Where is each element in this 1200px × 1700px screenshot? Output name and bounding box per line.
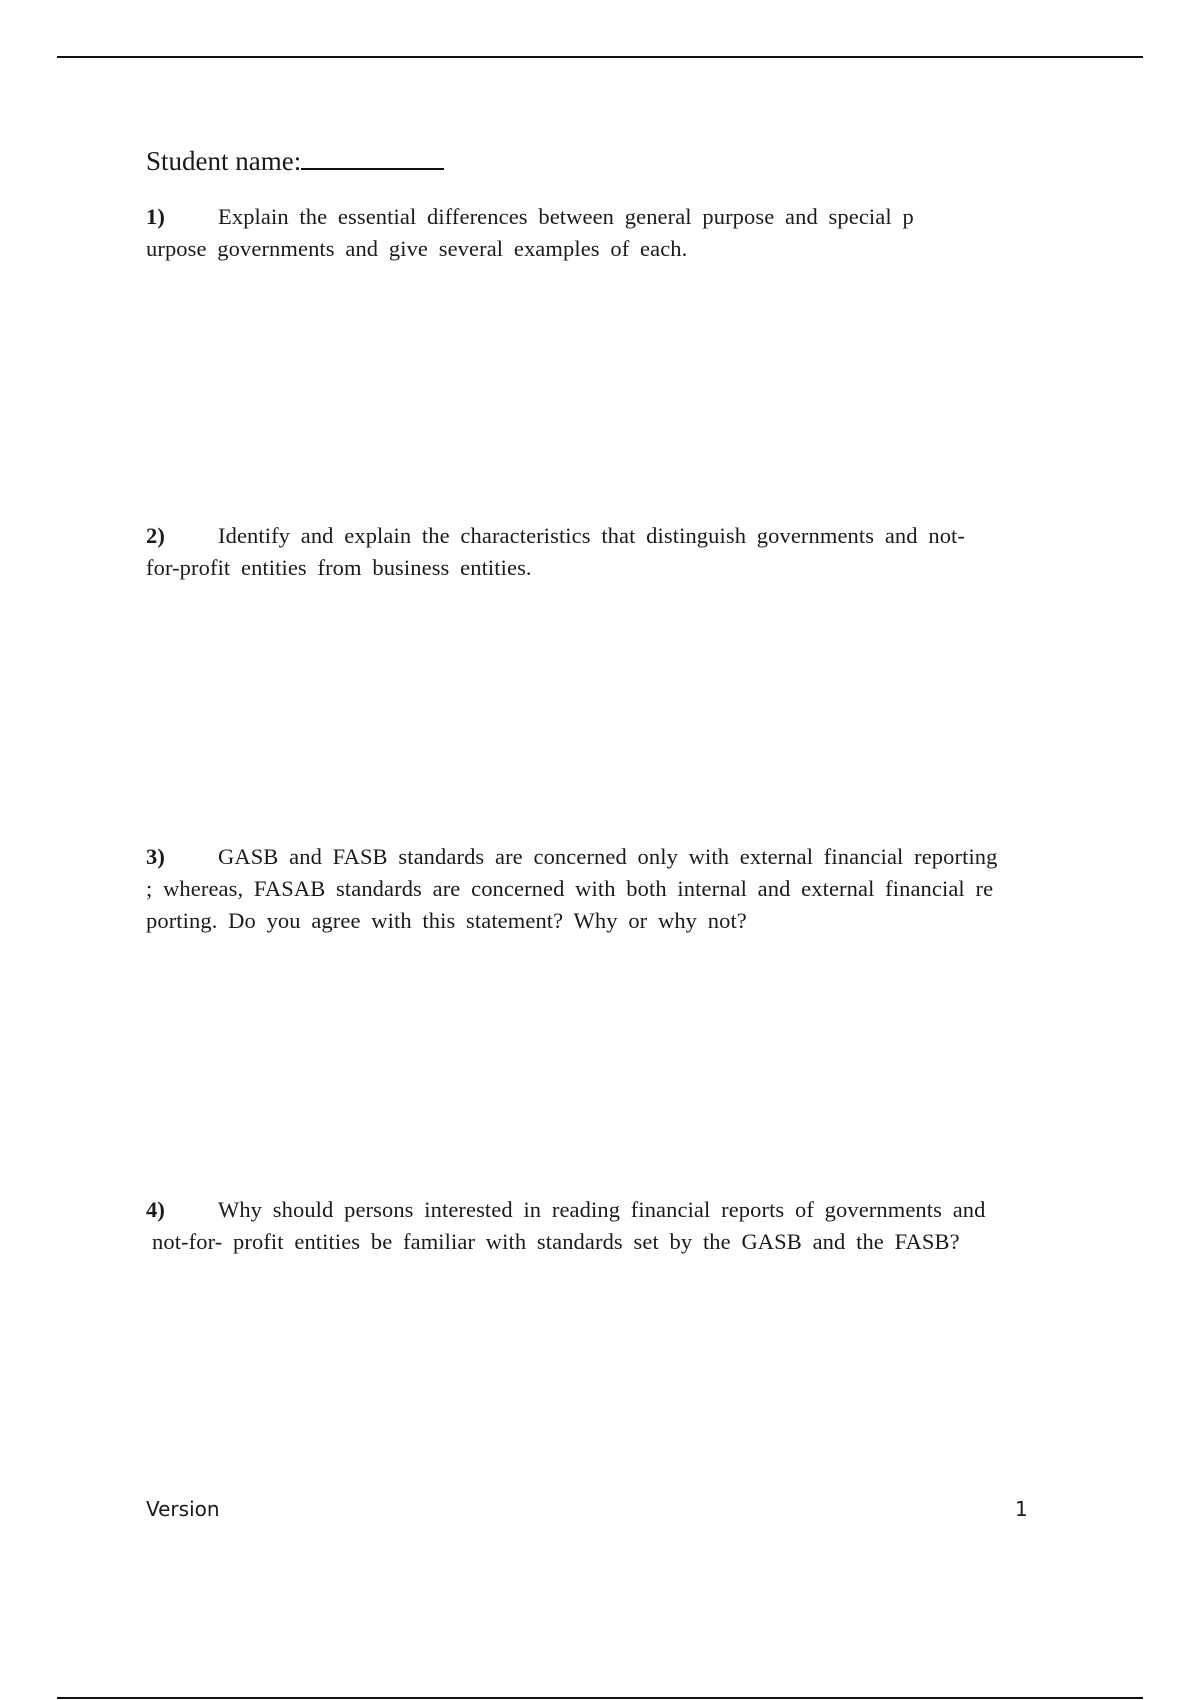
student-name-label: Student name:	[146, 146, 302, 176]
question-text: Identify and explain the characteristics that distinguish governments and not-	[218, 523, 965, 548]
question-line: porting. Do you agree with this statement? Why or why not?	[146, 908, 747, 933]
question-line: not-for- profit entities be familiar with standards set by the GASB and the FASB?	[152, 1229, 960, 1254]
question-number: 3)	[146, 844, 165, 869]
student-name-blank	[301, 142, 444, 170]
question-line	[146, 520, 1076, 552]
footer-page-number: 1	[1015, 1497, 1028, 1521]
footer-version: Version	[146, 1497, 220, 1521]
question-1	[146, 201, 1076, 265]
question-line	[146, 1194, 1076, 1226]
question-4	[146, 1194, 1076, 1258]
question-line: for-profit entities from business entities.	[146, 555, 532, 580]
question-number: 1)	[146, 204, 165, 229]
question-3	[146, 841, 1076, 937]
question-line	[146, 201, 1076, 233]
question-2	[146, 520, 1076, 584]
question-text: Why should persons interested in reading financial reports of governments and	[218, 1197, 986, 1222]
question-number: 2)	[146, 523, 165, 548]
question-line	[146, 841, 1076, 873]
question-text: Explain the essential differences between general purpose and special p	[218, 204, 914, 229]
question-line: ; whereas, FASAB standards are concerned with both internal and external financial re	[146, 876, 994, 901]
bottom-rule	[57, 1697, 1143, 1699]
question-number: 4)	[146, 1197, 165, 1222]
student-name-field	[146, 142, 444, 179]
question-line: urpose governments and give several examples of each.	[146, 236, 688, 261]
question-text: GASB and FASB standards are concerned only with external financial reporting	[218, 844, 998, 869]
top-rule	[57, 56, 1143, 58]
